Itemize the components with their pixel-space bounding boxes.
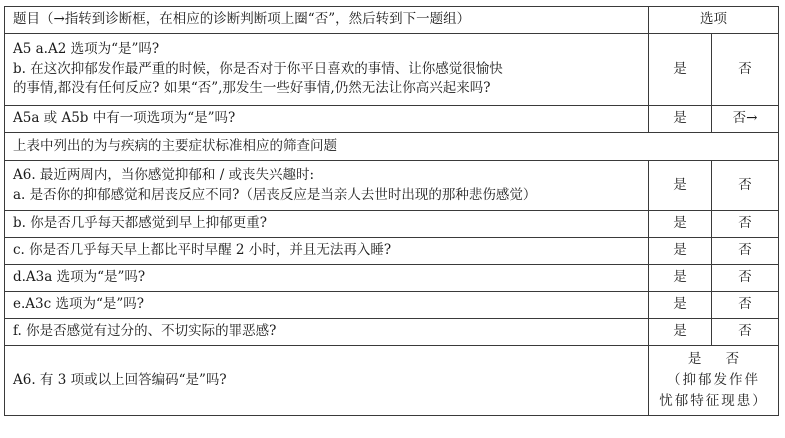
question-cell: A6. 有 3 项或以上回答编码“是”吗? — [5, 346, 649, 416]
yes-option[interactable]: 是 — [649, 211, 712, 238]
yes-no-options[interactable]: 是 否 — [687, 351, 750, 368]
section-header: 上表中列出的为与疾病的主要症状标准相应的筛查问题 — [5, 133, 779, 161]
header-row — [5, 7, 779, 34]
no-option[interactable]: 否 — [712, 292, 779, 319]
table-row-a6c — [5, 238, 779, 265]
table-row-a6a — [5, 161, 779, 211]
question-line: 的事情,都没有任何反应? 如果“否”,那发生一些好事情,仍然无法让你高兴起来吗? — [13, 80, 491, 97]
question-line: a. 是否你的抑郁感觉和居丧反应不同?（居丧反应是当亲人去世时出现的那种悲伤感觉） — [13, 186, 537, 203]
table-row-a6b — [5, 211, 779, 238]
yes-option[interactable]: 是 — [649, 292, 712, 319]
table-row-a6e — [5, 292, 779, 319]
yes-option[interactable]: 是 — [649, 265, 712, 292]
yes-option[interactable]: 是 — [649, 106, 712, 133]
no-option[interactable]: 否 — [712, 319, 779, 346]
question-line: A5 a.A2 选项为“是”吗? — [13, 41, 160, 58]
question-cell: f. 你是否感觉有过分的、不切实际的罪恶感? — [5, 319, 649, 346]
table-row-a5-summary — [5, 106, 779, 133]
no-option[interactable]: 否 — [712, 211, 779, 238]
question-column-header: 题目（→指转到诊断框，在相应的诊断判断项上圈“否”，然后转到下一题组） — [5, 7, 649, 34]
table-row-a5 — [5, 34, 779, 106]
table-row-a6f — [5, 319, 779, 346]
question-cell: e.A3c 选项为“是”吗? — [5, 292, 649, 319]
no-option[interactable]: 否 — [712, 161, 779, 211]
answer-cell-with-note[interactable] — [649, 346, 779, 416]
question-cell: A5a 或 A5b 中有一项选项为“是”吗? — [5, 106, 649, 133]
diagnosis-note-line: 忧郁特征现患） — [659, 392, 768, 409]
yes-option[interactable]: 是 — [649, 161, 712, 211]
yes-option[interactable]: 是 — [649, 238, 712, 265]
questionnaire-table — [4, 6, 779, 416]
question-cell: c. 你是否几乎每天早上都比平时早醒 2 小时，并且无法再入睡? — [5, 238, 649, 265]
no-option[interactable]: 否 — [712, 265, 779, 292]
options-column-header: 选项 — [649, 7, 779, 34]
yes-option[interactable]: 是 — [649, 319, 712, 346]
no-option[interactable]: 否 — [712, 238, 779, 265]
question-line: b. 在这次抑郁发作最严重的时候，你是否对于你平日喜欢的事情、让你感觉很愉快 — [13, 60, 503, 77]
question-cell — [5, 161, 649, 211]
section-header-row — [5, 133, 779, 161]
table-row-a6-summary — [5, 346, 779, 416]
question-cell: d.A3a 选项为“是”吗? — [5, 265, 649, 292]
table-row-a6d — [5, 265, 779, 292]
diagnosis-note-line: （抑郁发作伴 — [667, 372, 760, 389]
yes-option[interactable]: 是 — [649, 34, 712, 106]
question-cell: b. 你是否几乎每天都感觉到早上抑郁更重? — [5, 211, 649, 238]
no-option[interactable]: 否 — [712, 34, 779, 106]
no-option-with-arrow[interactable]: 否→ — [712, 106, 779, 133]
question-line: A6. 最近两周内，当你感觉抑郁和 / 或丧失兴趣时: — [13, 166, 315, 183]
question-cell — [5, 34, 649, 106]
